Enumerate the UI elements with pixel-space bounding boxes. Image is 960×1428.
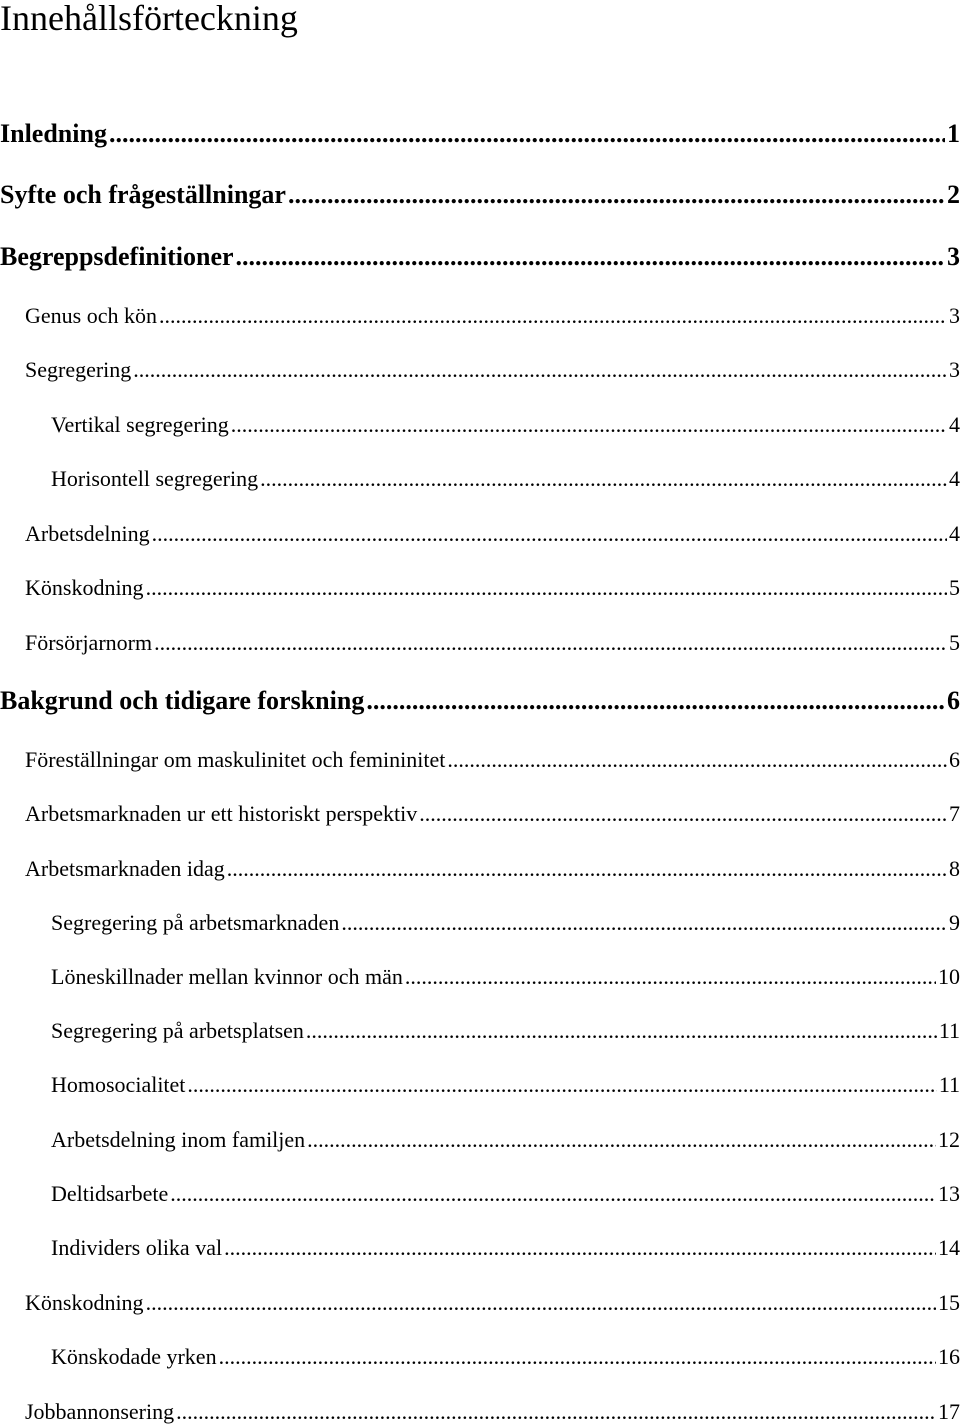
toc-entry-page: 17 bbox=[938, 1399, 960, 1424]
toc-entry-inledning[interactable] bbox=[0, 117, 960, 151]
toc-entry-forsorjarnorm[interactable] bbox=[25, 628, 960, 658]
dot-leader bbox=[447, 745, 947, 775]
toc-entry-label: Segregering på arbetsplatsen bbox=[51, 1018, 304, 1043]
toc-entry-page: 3 bbox=[949, 303, 960, 328]
toc-entry-page: 13 bbox=[938, 1181, 960, 1206]
dot-leader bbox=[307, 1125, 936, 1155]
toc-entry-begreppsdefinitioner[interactable] bbox=[0, 240, 960, 274]
toc-entry-konskodade-yrken[interactable] bbox=[51, 1342, 960, 1372]
toc-entry-page: 2 bbox=[947, 180, 960, 209]
toc-entry-page: 1 bbox=[947, 119, 960, 148]
toc-entry-page: 5 bbox=[949, 575, 960, 600]
toc-entry-forestallningar[interactable] bbox=[25, 745, 960, 775]
dot-leader bbox=[187, 1070, 936, 1100]
toc-entry-page: 3 bbox=[947, 242, 960, 271]
toc-entry-deltidsarbete[interactable] bbox=[51, 1179, 960, 1209]
dot-leader bbox=[306, 1016, 937, 1046]
toc-entry-page: 14 bbox=[938, 1235, 960, 1260]
toc-entry-page: 4 bbox=[949, 412, 960, 437]
dot-leader bbox=[366, 684, 945, 718]
page-title: Innehållsförteckning bbox=[0, 0, 298, 38]
toc-entry-page: 4 bbox=[949, 521, 960, 546]
dot-leader bbox=[146, 1288, 936, 1318]
toc-entry-label: Könskodning bbox=[25, 575, 144, 600]
toc-entry-label: Arbetsdelning bbox=[25, 521, 150, 546]
toc-entry-label: Jobbannonsering bbox=[25, 1399, 175, 1424]
toc-entry-page: 12 bbox=[938, 1127, 960, 1152]
toc-entry-page: 11 bbox=[938, 1072, 960, 1097]
toc-entry-label: Försörjarnorm bbox=[25, 630, 153, 655]
toc-entry-segregering-arbetsmarknaden[interactable] bbox=[51, 908, 960, 938]
dot-leader bbox=[146, 573, 947, 603]
toc-entry-arbetsmarknaden-idag[interactable] bbox=[25, 854, 960, 884]
toc-entry-page: 11 bbox=[938, 1018, 960, 1043]
toc-entry-loneskillnader[interactable] bbox=[51, 962, 960, 992]
toc-entry-arbetsdelning[interactable] bbox=[25, 519, 960, 549]
dot-leader bbox=[219, 1342, 936, 1372]
toc-entry-konskodning[interactable] bbox=[25, 573, 960, 603]
toc-entry-page: 9 bbox=[949, 910, 960, 935]
toc-entry-genus-och-kon[interactable] bbox=[25, 301, 960, 331]
toc-entry-segregering[interactable] bbox=[25, 355, 960, 385]
toc-entry-konskodning-2[interactable] bbox=[25, 1288, 960, 1318]
toc-entry-label: Löneskillnader mellan kvinnor och män bbox=[51, 964, 403, 989]
toc-entry-page: 4 bbox=[949, 466, 960, 491]
toc-entry-page: 16 bbox=[938, 1344, 960, 1369]
toc-entry-label: Könskodning bbox=[25, 1290, 144, 1315]
dot-leader bbox=[159, 301, 947, 331]
toc-entry-page: 15 bbox=[938, 1290, 960, 1315]
toc-entry-label: Arbetsmarknaden ur ett historiskt perspektiv bbox=[25, 801, 418, 826]
toc-entry-label: Föreställningar om maskulinitet och femininitet bbox=[25, 747, 446, 772]
dot-leader bbox=[231, 410, 947, 440]
toc-entry-label: Vertikal segregering bbox=[51, 412, 229, 437]
dot-leader bbox=[133, 355, 947, 385]
toc-entry-label: Syfte och frågeställningar bbox=[0, 180, 286, 209]
toc-entry-page: 7 bbox=[949, 801, 960, 826]
toc-entry-jobbannonsering[interactable] bbox=[25, 1397, 960, 1427]
dot-leader bbox=[405, 962, 936, 992]
toc-entry-label: Arbetsdelning inom familjen bbox=[51, 1127, 306, 1152]
dot-leader bbox=[176, 1397, 936, 1427]
toc-entry-bakgrund[interactable] bbox=[0, 684, 960, 718]
dot-leader bbox=[224, 1233, 936, 1263]
toc-entry-label: Könskodade yrken bbox=[51, 1344, 217, 1369]
toc-entry-arbetsmarknaden-historiskt[interactable] bbox=[25, 799, 960, 829]
toc-entry-label: Arbetsmarknaden idag bbox=[25, 856, 225, 881]
dot-leader bbox=[419, 799, 947, 829]
toc-entry-page: 8 bbox=[949, 856, 960, 881]
dot-leader bbox=[152, 519, 947, 549]
toc-entry-page: 10 bbox=[938, 964, 960, 989]
toc-entry-label: Individers olika val bbox=[51, 1235, 223, 1260]
dot-leader bbox=[288, 178, 945, 212]
toc-entry-page: 3 bbox=[949, 357, 960, 382]
toc-entry-label: Begreppsdefinitioner bbox=[0, 242, 234, 271]
toc-entry-page: 6 bbox=[947, 686, 960, 715]
toc-entry-page: 5 bbox=[949, 630, 960, 655]
toc-entry-segregering-arbetsplatsen[interactable] bbox=[51, 1016, 960, 1046]
toc-entry-horisontell-segregering[interactable] bbox=[51, 464, 960, 494]
toc-entry-label: Bakgrund och tidigare forskning bbox=[0, 686, 365, 715]
toc-entry-label: Homosocialitet bbox=[51, 1072, 186, 1097]
toc-entry-label: Segregering bbox=[25, 357, 132, 382]
toc-entry-label: Genus och kön bbox=[25, 303, 157, 328]
dot-leader bbox=[341, 908, 947, 938]
dot-leader bbox=[236, 240, 945, 274]
toc-entry-label: Inledning bbox=[0, 119, 107, 148]
dot-leader bbox=[170, 1179, 936, 1209]
dot-leader bbox=[109, 117, 945, 151]
dot-leader bbox=[227, 854, 947, 884]
toc-entry-syfte[interactable] bbox=[0, 178, 960, 212]
toc-entry-page: 6 bbox=[949, 747, 960, 772]
toc-entry-vertikal-segregering[interactable] bbox=[51, 410, 960, 440]
toc-entry-homosocialitet[interactable] bbox=[51, 1070, 960, 1100]
toc-entry-individers-val[interactable] bbox=[51, 1233, 960, 1263]
dot-leader bbox=[154, 628, 947, 658]
toc-entry-label: Deltidsarbete bbox=[51, 1181, 169, 1206]
toc-entry-label: Segregering på arbetsmarknaden bbox=[51, 910, 340, 935]
toc-entry-arbetsdelning-familjen[interactable] bbox=[51, 1125, 960, 1155]
toc-entry-label: Horisontell segregering bbox=[51, 466, 259, 491]
dot-leader bbox=[260, 464, 947, 494]
